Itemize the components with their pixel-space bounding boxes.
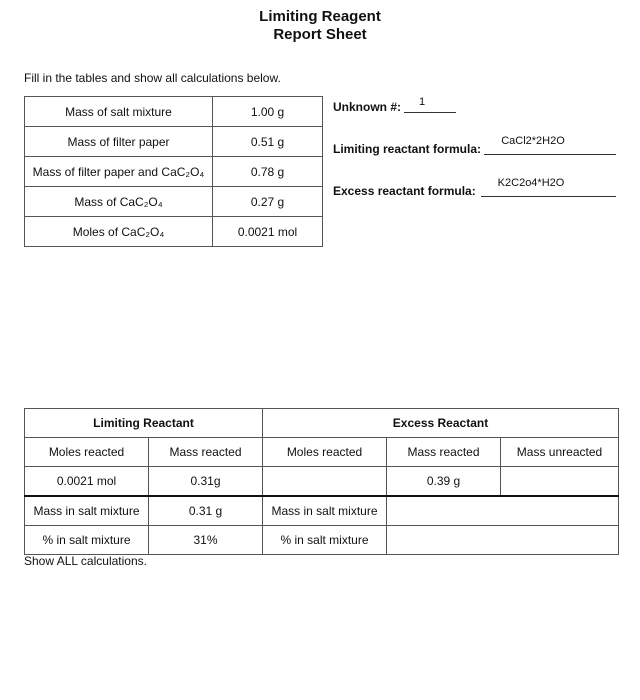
table-row [25,157,323,187]
limiting-percent[interactable]: 31% [149,526,263,555]
col-header-mass-reacted: Mass reacted [387,438,501,467]
row-label: Mass of CaC₂O₄ [25,187,213,217]
limiting-mass-reacted[interactable]: 0.31g [149,467,263,497]
excess-reactant-header: Excess Reactant [263,409,619,438]
limiting-reactant-header: Limiting Reactant [25,409,263,438]
excess-mass-in-mixture-label: Mass in salt mixture [263,496,387,526]
col-header-moles-reacted: Moles reacted [263,438,387,467]
table-row [25,526,619,555]
title-line-2: Report Sheet [273,26,367,43]
table-row [25,496,619,526]
table-row [25,187,323,217]
row-value[interactable]: 0.0021 mol [213,217,323,247]
unknown-value: 1 [418,96,426,108]
show-all-calculations: Show ALL calculations. [24,554,147,568]
excess-formula-label: Excess reactant formula: [333,184,476,198]
limiting-formula-label: Limiting reactant formula: [333,142,482,156]
col-header-mass-reacted: Mass reacted [149,438,263,467]
title-line-1: Limiting Reagent [259,8,381,25]
row-label: Moles of CaC₂O₄ [25,217,213,247]
col-header-moles-reacted: Moles reacted [25,438,149,467]
instructions: Fill in the tables and show all calculations below. [24,71,281,85]
table-row [25,467,619,497]
row-value[interactable]: 0.78 g [213,157,323,187]
reactant-table [24,408,619,555]
row-value[interactable]: 0.51 g [213,127,323,157]
table-row [25,438,619,467]
unknown-label: Unknown #: [333,100,401,114]
row-value[interactable]: 1.00 g [213,97,323,127]
excess-moles-reacted[interactable] [263,467,387,497]
mass-table [24,96,323,247]
excess-percent[interactable] [387,526,619,555]
row-label: Mass of salt mixture [25,97,213,127]
row-value[interactable]: 0.27 g [213,187,323,217]
table-row [25,217,323,247]
limiting-mass-in-mixture-label: Mass in salt mixture [25,496,149,526]
excess-mass-unreacted[interactable] [501,467,619,497]
excess-percent-label: % in salt mixture [263,526,387,555]
limiting-formula-value: CaCl2*2H2O [501,135,565,147]
limiting-percent-label: % in salt mixture [25,526,149,555]
limiting-moles-reacted[interactable]: 0.0021 mol [25,467,149,497]
limiting-mass-in-mixture[interactable]: 0.31 g [149,496,263,526]
excess-formula-value: K2C2o4*H2O [497,177,565,189]
table-row [25,127,323,157]
col-header-mass-unreacted: Mass unreacted [501,438,619,467]
row-label: Mass of filter paper and CaC₂O₄ [25,157,213,187]
table-row [25,97,323,127]
excess-mass-reacted[interactable]: 0.39 g [387,467,501,497]
row-label: Mass of filter paper [25,127,213,157]
page-title [0,8,640,44]
excess-mass-in-mixture[interactable] [387,496,619,526]
table-row [25,409,619,438]
